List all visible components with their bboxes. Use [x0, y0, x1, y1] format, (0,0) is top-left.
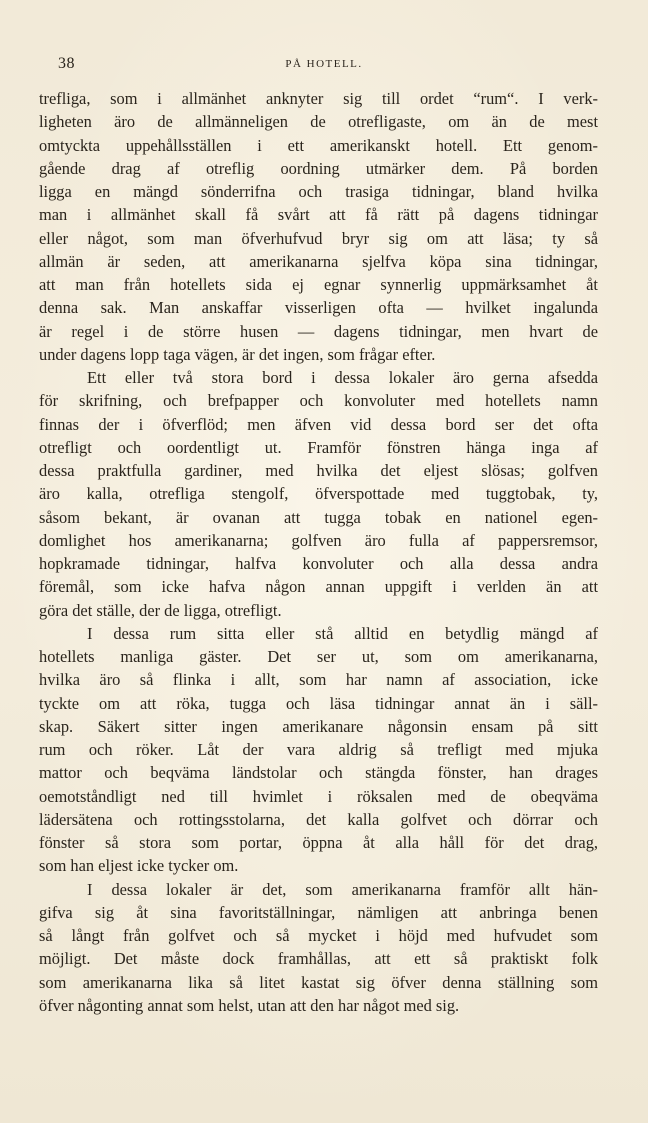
- text-line: dessa praktfulla gardiner, med hvilka det eljest slösas; golfven: [39, 461, 598, 480]
- text-line: omtyckta uppehållsställen i ett amerikanskt hotell. Ett genom-: [39, 135, 598, 155]
- text-line: föremål, som icke hafva någon annan uppgift i verlden än att: [39, 577, 598, 597]
- text-line: tyckte om att röka, tugga och läsa tidningar annat än i säll-: [39, 693, 598, 713]
- text-line: äro kalla, otrefliga stengolf, öfverspottade med tuggtobak, ty,: [39, 484, 598, 504]
- text-line: oemotståndligt ned till hvimlet i röksalen med de obeqväma: [39, 786, 598, 806]
- text-line: allmän är seden, att amerikanarna sjelfva köpa sina tidningar,: [39, 251, 598, 271]
- text-line: skap. Säkert sitter ingen amerikanare någonsin ensam på sitt: [39, 716, 598, 736]
- text-line: för skrifning, och brefpapper och konvoluter med hotellets namn: [39, 391, 598, 411]
- text-line: otrefligt och oordentligt ut. Framför fönstren hänga inga af: [39, 437, 598, 457]
- text-line: gående drag af otreflig oordning utmärker dem. På borden: [39, 158, 598, 178]
- text-line: hopkramade tidningar, halfva konvoluter och alla dessa andra: [39, 554, 598, 573]
- text-line: I dessa rum sitta eller stå alltid en betydlig mängd af: [87, 623, 598, 643]
- text-line: under dagens lopp taga vägen, är det ingen, som frågar efter.: [39, 344, 436, 364]
- text-line: så långt från golfvet och så mycket i höjd med hufvudet som: [39, 926, 598, 945]
- text-line: Ett eller två stora bord i dessa lokaler äro gerna afsedda: [87, 368, 598, 387]
- text-line: såsom bekant, är ovanan att tugga tobak en nationel egen-: [39, 507, 598, 527]
- text-line: eller något, som man öfverhufvud bryr sig om att läsa; ty så: [39, 228, 598, 248]
- running-title: PÅ HOTELL.: [285, 58, 363, 70]
- text-line: möjligt. Det måste dock framhållas, att ett så praktiskt folk: [39, 949, 598, 969]
- body-text: [39, 87, 598, 1017]
- text-line: som amerikanarna lika så litet kastat sig öfver denna ställning som: [39, 972, 598, 992]
- text-line: denna sak. Man anskaffar visserligen ofta — hvilket ingalunda: [39, 298, 598, 318]
- text-line: mattor och beqväma ländstolar och stängda fönster, han drages: [39, 763, 598, 783]
- text-line: man i allmänhet skall få svårt att få rätt på dagens tidningar: [39, 205, 598, 225]
- text-line: ligga en mängd sönderrifna och trasiga tidningar, bland hvilka: [39, 182, 598, 201]
- text-line: göra det ställe, der de ligga, otrefligt.: [39, 600, 282, 620]
- text-line: trefliga, som i allmänhet anknyter sig till ordet “rum“. I verk-: [39, 89, 598, 108]
- text-line: hotellets manliga gäster. Det ser ut, som om amerikanarna,: [39, 647, 598, 666]
- text-line: fönster så stora som portar, öppna åt alla håll för det drag,: [39, 833, 598, 852]
- text-line: lädersätena och rottingsstolarna, det kalla golfvet och dörrar och: [39, 809, 598, 829]
- running-head: [0, 55, 648, 75]
- text-line: ligheten äro de allmänneligen de otrefligaste, om än de mest: [39, 112, 598, 132]
- text-line: I dessa lokaler är det, som amerikanarna framför allt hän-: [87, 879, 598, 899]
- text-line: gifva sig åt sina favoritställningar, nämligen att anbringa benen: [39, 902, 598, 922]
- page-number: 38: [58, 55, 75, 72]
- text-line: hvilka äro så flinka i allt, som har namn af association, icke: [39, 670, 598, 690]
- text-line: är regel i de större husen — dagens tidningar, men hvart de: [39, 321, 598, 341]
- text-line: finnas der i öfverflöd; men äfven vid dessa bord ser det ofta: [39, 414, 598, 434]
- text-line: rum och röker. Låt der vara aldrig så trefligt med mjuka: [39, 740, 598, 759]
- text-line: att man från hotellets sida ej egnar synnerlig uppmärksamhet åt: [39, 275, 598, 294]
- text-line: öfver någonting annat som helst, utan att den har något med sig.: [39, 995, 460, 1015]
- text-line: som han eljest icke tycker om.: [39, 856, 239, 876]
- text-line: domlighet hos amerikanarna; golfven äro fulla af pappersremsor,: [39, 530, 598, 550]
